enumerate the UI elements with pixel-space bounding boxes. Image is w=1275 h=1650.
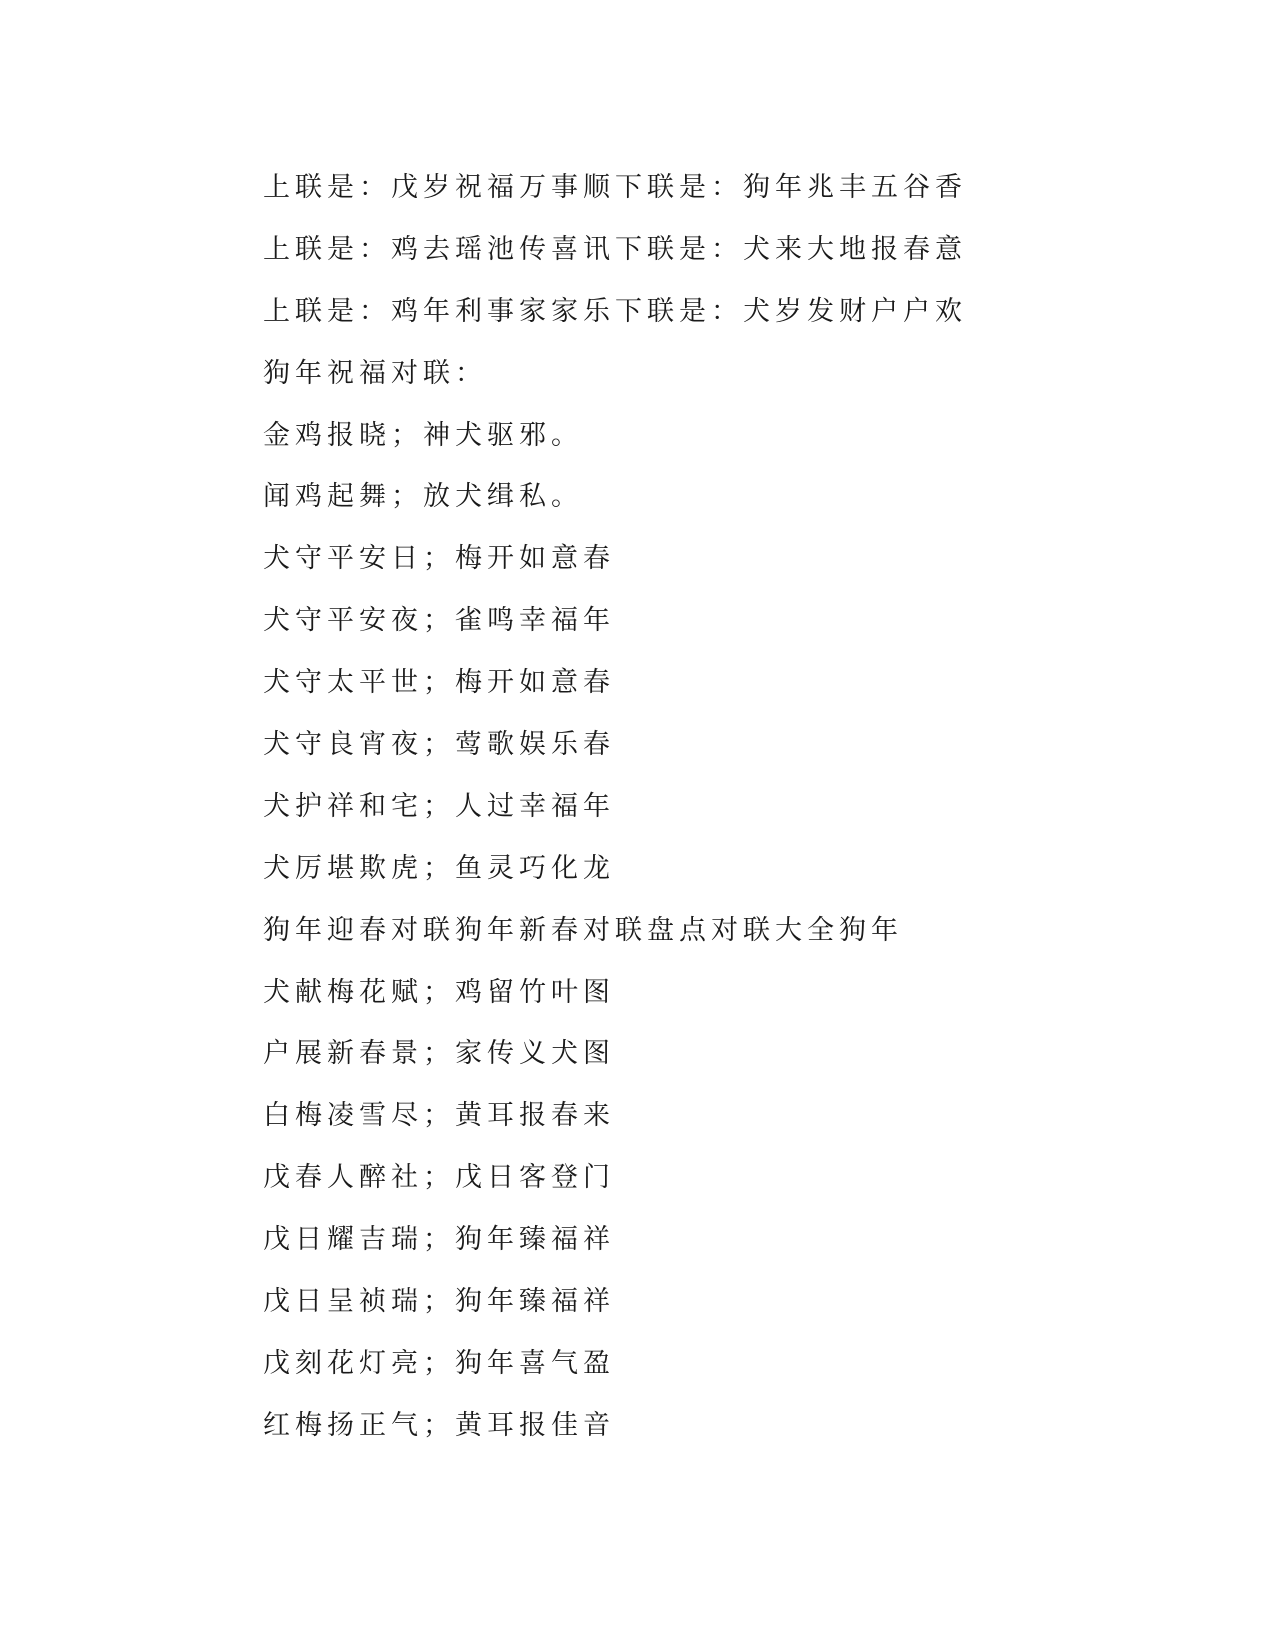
text-line: 白梅凌雪尽；黄耳报春来: [263, 1100, 615, 1132]
text-line: 犬厉堪欺虎；鱼灵巧化龙: [263, 852, 615, 884]
couplet-text-block: [263, 166, 1163, 1466]
text-line: 犬守良宵夜；莺歌娱乐春: [263, 729, 615, 761]
text-line: 上联是：戊岁祝福万事顺下联是：狗年兆丰五谷香: [263, 172, 967, 203]
text-line: 金鸡报晓；神犬驱邪。: [263, 419, 583, 451]
text-line: 戊日呈祯瑞；狗年臻福祥: [263, 1286, 615, 1318]
text-line: 犬守平安夜；雀鸣幸福年: [263, 605, 615, 637]
text-line: 犬守平安日；梅开如意春: [263, 543, 615, 575]
text-line: 户展新春景；家传义犬图: [263, 1038, 615, 1070]
section-heading: 狗年迎春对联狗年新春对联盘点对联大全狗年: [263, 914, 903, 946]
text-line: 上联是：鸡去瑶池传喜讯下联是：犬来大地报春意: [263, 233, 967, 265]
text-line: 闻鸡起舞；放犬缉私。: [263, 481, 583, 513]
text-line: 戊日耀吉瑞；狗年臻福祥: [263, 1224, 615, 1256]
text-line: 戊刻花灯亮；狗年喜气盈: [263, 1347, 615, 1379]
text-line: 戊春人醉社；戊日客登门: [263, 1162, 615, 1194]
text-line: 犬献梅花赋；鸡留竹叶图: [263, 976, 615, 1008]
text-line: 上联是：鸡年利事家家乐下联是：犬岁发财户户欢: [263, 295, 967, 327]
text-line: 犬护祥和宅；人过幸福年: [263, 790, 615, 822]
text-line: 犬守太平世；梅开如意春: [263, 667, 615, 699]
text-line: 红梅扬正气；黄耳报佳音: [263, 1409, 615, 1441]
section-heading: 狗年祝福对联：: [263, 357, 487, 389]
